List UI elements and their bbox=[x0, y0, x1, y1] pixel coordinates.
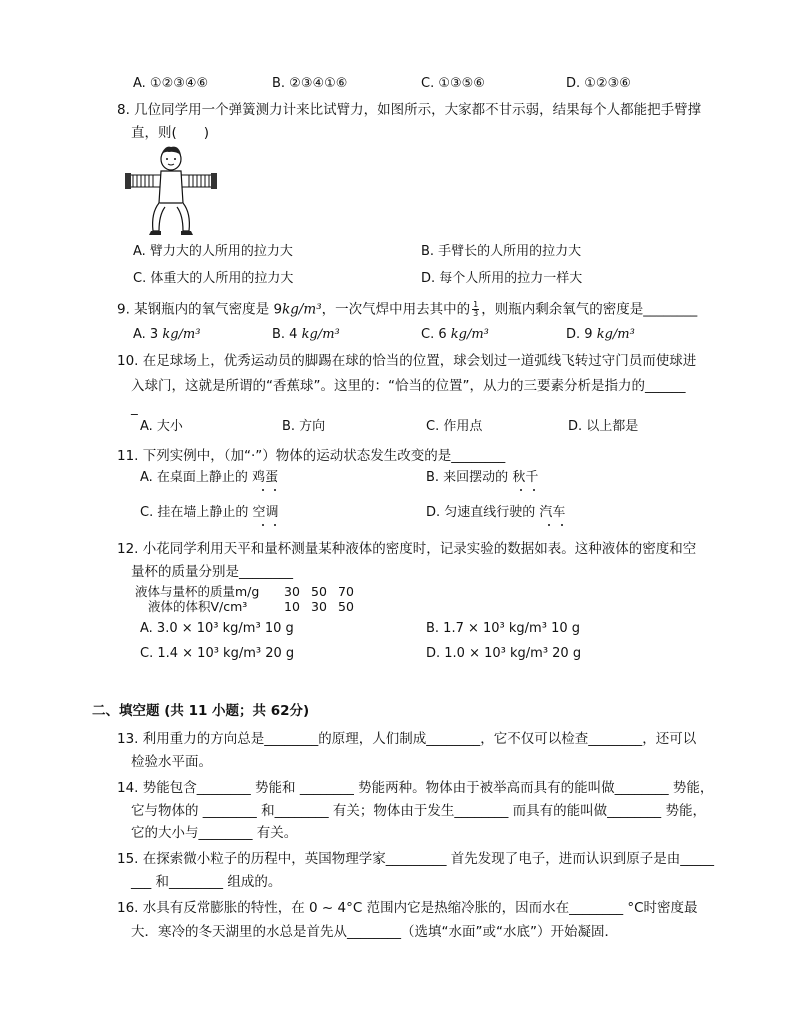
q9-stem bbox=[117, 301, 697, 318]
q7-option-b: B. ②③④①⑥ bbox=[272, 76, 348, 91]
q7-option-c: C. ①③⑤⑥ bbox=[421, 76, 485, 91]
q9-stem-unit: kg/m³ bbox=[282, 301, 322, 318]
q8-option-c: C. 体重大的人所用的拉力大 bbox=[133, 271, 294, 286]
q16-line2: 大．寒冷的冬天湖里的水总是首先从________（选填“水面”或“水底”）开始凝固． bbox=[131, 924, 618, 940]
emphasis-dot bbox=[533, 489, 535, 491]
q9-option-d-unit: kg/m³ bbox=[596, 327, 635, 342]
q12-table-cell: 50 bbox=[311, 584, 327, 599]
q9-fraction bbox=[472, 301, 479, 318]
q11-option-a-text: A. 在桌面上静止的 bbox=[140, 470, 253, 485]
emphasis-dot bbox=[274, 489, 276, 491]
q11-option-d bbox=[426, 505, 565, 521]
q9-option-b-label: B. 4 bbox=[272, 327, 298, 342]
q15-line2: ___ 和________ 组成的。 bbox=[131, 874, 282, 890]
q11-option-c-emphasized: 空调 bbox=[252, 505, 279, 520]
q9-option-d bbox=[566, 327, 635, 343]
q8-option-b: B. 手臂长的人所用的拉力大 bbox=[421, 244, 582, 259]
q9-option-b-unit: kg/m³ bbox=[301, 327, 340, 342]
q9-stem-post: ，则瓶内剩余氧气的密度是________ bbox=[481, 301, 698, 318]
emphasis-dot bbox=[262, 489, 264, 491]
q12-table-row2-label: 液体的体积V/cm³ bbox=[148, 599, 248, 614]
q9-option-a-label: A. 3 bbox=[133, 327, 159, 342]
q12-option-c: C. 1.4 × 10³ kg/m³ 20 g bbox=[140, 646, 295, 661]
section-title: 二、填空题 (共 11 小题；共 62分) bbox=[92, 703, 310, 719]
q8-option-a: A. 臂力大的人所用的拉力大 bbox=[133, 244, 293, 259]
q9-stem-mid: ，一次气焊中用去其中的 bbox=[321, 301, 471, 318]
q9-option-b bbox=[272, 327, 340, 343]
q9-option-a bbox=[133, 327, 200, 343]
emphasis-dot bbox=[520, 489, 522, 491]
q15-line1: 15. 在探索微小粒子的历程中，英国物理学家_________ 首先发现了电子，进而认识到原子是由_____ bbox=[117, 851, 715, 867]
q11-option-a-emphasized: 鸡蛋 bbox=[252, 470, 279, 485]
q9-option-c bbox=[421, 327, 489, 343]
q9-frac-denominator: 3 bbox=[473, 309, 479, 318]
q11-option-b-emphasized: 秋千 bbox=[512, 470, 539, 485]
q12-option-b: B. 1.7 × 10³ kg/m³ 10 g bbox=[426, 621, 580, 636]
q8-option-d: D. 每个人所用的拉力一样大 bbox=[421, 271, 583, 286]
q10-stem-line1: 10. 在足球场上，优秀运动员的脚踢在球的恰当的位置，球会划过一道弧线飞转过守门员而使球进 bbox=[117, 353, 697, 369]
q10-option-b: B. 方向 bbox=[282, 419, 326, 434]
q14-line2: 它与物体的 ________ 和________ 有关；物体由于发生________ 而具有的能叫做________ 势能， bbox=[131, 803, 706, 819]
q11-option-b-text: B. 来回摆动的 bbox=[426, 470, 513, 485]
q14-line1: 14. 势能包含________ 势能和 ________ 势能两种。物体由于被举高而具有的能叫做________ 势能， bbox=[117, 780, 714, 796]
q10-option-c: C. 作用点 bbox=[426, 419, 483, 434]
q11-option-b bbox=[426, 470, 538, 486]
q10-stem-line3: _ bbox=[131, 400, 138, 416]
q9-option-c-unit: kg/m³ bbox=[450, 327, 489, 342]
q10-stem-line2: 入球门，这就是所谓的“香蕉球”。这里的：“恰当的位置”，从力的三要素分析是指力的______ bbox=[131, 378, 686, 394]
emphasis-dot bbox=[548, 524, 550, 526]
q12-option-d: D. 1.0 × 10³ kg/m³ 20 g bbox=[426, 646, 582, 661]
q11-option-c-text: C. 挂在墙上静止的 bbox=[140, 505, 253, 520]
q11-option-a bbox=[140, 470, 278, 486]
q12-stem-line1: 12. 小花同学利用天平和量杯测量某种液体的密度时，记录实验的数据如表。这种液体的密度和空 bbox=[117, 541, 697, 557]
q11-stem: 11. 下列实例中，（加“·”）物体的运动状态发生改变的是________ bbox=[117, 448, 506, 464]
q11-option-d-text: D. 匀速直线行驶的 bbox=[426, 505, 540, 520]
q12-option-a: A. 3.0 × 10³ kg/m³ 10 g bbox=[140, 621, 294, 636]
q9-frac-numerator: 1 bbox=[473, 300, 479, 309]
q10-option-d: D. 以上都是 bbox=[568, 419, 639, 434]
q9-stem-pre: 9. 某钢瓶内的氧气密度是 9 bbox=[117, 301, 283, 318]
q11-option-d-emphasized: 汽车 bbox=[539, 505, 566, 520]
q7-option-a: A. ①②③④⑥ bbox=[133, 76, 209, 91]
q16-line1: 16. 水具有反常膨胀的特性，在 0 ~ 4°C 范围内它是热缩冷胀的，因而水在________ °C时密度最 bbox=[117, 900, 698, 916]
spring-scale-figure-illustration bbox=[125, 145, 217, 237]
q12-stem-line2: 量杯的质量分别是________ bbox=[131, 564, 293, 580]
q11-option-c bbox=[140, 505, 279, 521]
q13-line2: 检验水平面。 bbox=[131, 754, 212, 770]
q8-stem-line2: 直，则( ) bbox=[131, 125, 210, 141]
q9-option-d-label: D. 9 bbox=[566, 327, 593, 342]
q12-table-cell: 70 bbox=[338, 584, 354, 599]
q8-stem-line1: 8. 几位同学用一个弹簧测力计来比试臂力，如图所示，大家都不甘示弱，结果每个人都能把手臂撑 bbox=[117, 102, 702, 118]
emphasis-dot bbox=[262, 524, 264, 526]
emphasis-dot bbox=[561, 524, 563, 526]
q7-option-d: D. ①②③⑥ bbox=[566, 76, 631, 91]
q14-line3: 它的大小与________ 有关。 bbox=[131, 825, 298, 841]
emphasis-dot bbox=[274, 524, 276, 526]
q9-option-c-label: C. 6 bbox=[421, 327, 447, 342]
q12-table-cell: 50 bbox=[338, 599, 354, 614]
q12-table-cell: 30 bbox=[311, 599, 327, 614]
q12-table-cell: 30 bbox=[284, 584, 300, 599]
q12-table-row1-label: 液体与量杯的质量m/g bbox=[135, 584, 260, 599]
q9-option-a-unit: kg/m³ bbox=[162, 327, 201, 342]
q13-line1: 13. 利用重力的方向总是________的原理，人们制成________，它不仅可以检查________，还可以 bbox=[117, 731, 697, 747]
q10-option-a: A. 大小 bbox=[140, 419, 183, 434]
q12-table-cell: 10 bbox=[284, 599, 300, 614]
